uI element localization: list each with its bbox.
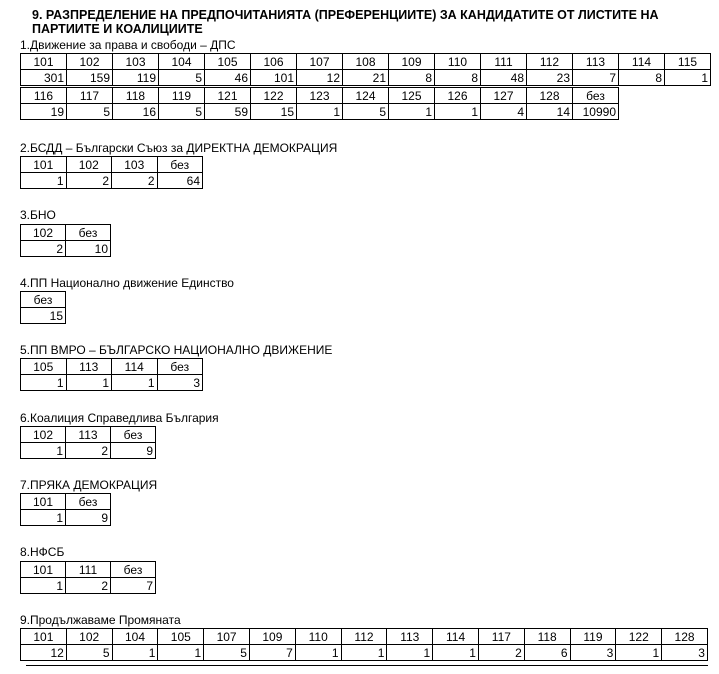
candidate-number-row — [21, 225, 111, 241]
candidate-number-cell: 106 — [251, 54, 297, 70]
candidate-number-cell: 101 — [21, 562, 66, 578]
preference-count-cell: 8 — [435, 70, 481, 86]
candidate-number-cell: 123 — [297, 88, 343, 104]
preference-count-cell: 1 — [665, 70, 711, 86]
candidate-number-row — [21, 54, 711, 70]
candidate-number-cell: 101 — [21, 629, 67, 645]
candidate-number-cell: 102 — [66, 629, 112, 645]
preference-count-cell: 23 — [527, 70, 573, 86]
party-name: 6.Коалиция Справедлива България — [20, 411, 219, 425]
preference-count-cell: 5 — [67, 104, 113, 120]
candidate-number-cell: без — [573, 88, 619, 104]
party-name: 8.НФСБ — [20, 545, 65, 559]
preference-table — [20, 358, 203, 391]
candidate-number-cell: 117 — [67, 88, 113, 104]
preference-count-cell: 5 — [159, 104, 205, 120]
candidate-number-cell: 111 — [481, 54, 527, 70]
candidate-number-cell: 113 — [573, 54, 619, 70]
candidate-number-cell: 113 — [66, 427, 111, 443]
candidate-number-cell: 104 — [112, 629, 158, 645]
candidate-number-cell: 102 — [21, 427, 66, 443]
preference-count-cell: 16 — [113, 104, 159, 120]
preference-count-row — [21, 173, 203, 189]
candidate-number-cell: 122 — [251, 88, 297, 104]
preference-count-cell: 5 — [159, 70, 205, 86]
preference-count-row — [21, 308, 66, 324]
preference-count-cell: 1 — [66, 375, 112, 391]
preference-count-cell: 1 — [112, 375, 158, 391]
candidate-number-cell: 114 — [619, 54, 665, 70]
preference-count-cell: 1 — [389, 104, 435, 120]
party-name: 1.Движение за права и свободи – ДПС — [20, 38, 236, 52]
preference-count-cell: 14 — [527, 104, 573, 120]
preference-count-cell: 21 — [343, 70, 389, 86]
preference-count-row — [21, 104, 619, 120]
candidate-number-cell: 127 — [481, 88, 527, 104]
preference-count-cell: 3 — [662, 645, 708, 661]
preference-count-cell: 46 — [205, 70, 251, 86]
preference-count-row — [21, 70, 711, 86]
preference-count-cell: 7 — [111, 578, 156, 594]
preference-table — [20, 426, 156, 459]
candidate-number-cell: без — [111, 562, 156, 578]
candidate-number-cell: 105 — [158, 629, 204, 645]
preference-count-cell: 10 — [66, 241, 111, 257]
candidate-number-cell: 114 — [112, 359, 158, 375]
preference-count-cell: 7 — [573, 70, 619, 86]
candidate-number-cell: 124 — [343, 88, 389, 104]
preference-count-cell: 1 — [295, 645, 341, 661]
candidate-number-cell: 111 — [66, 562, 111, 578]
preference-count-cell: 10990 — [573, 104, 619, 120]
candidate-number-cell: 102 — [66, 157, 112, 173]
preference-table — [20, 87, 619, 120]
party-name: 4.ПП Национално движение Единство — [20, 276, 234, 290]
candidate-number-cell: 103 — [113, 54, 159, 70]
candidate-number-cell: без — [111, 427, 156, 443]
preference-count-cell: 2 — [66, 443, 111, 459]
candidate-number-cell: без — [66, 225, 111, 241]
preference-count-cell: 5 — [66, 645, 112, 661]
preference-count-cell: 1 — [435, 104, 481, 120]
preference-count-cell: 9 — [66, 510, 111, 526]
page-title: 9. РАЗПРЕДЕЛЕНИЕ НА ПРЕДПОЧИТАНИЯТА (ПРЕФЕРЕНЦИИТЕ) ЗА КАНДИДАТИТЕ ОТ ЛИСТИТЕ НА ПАРТИИТЕ И КОАЛИЦИИТЕ — [32, 8, 659, 36]
candidate-number-cell: 105 — [205, 54, 251, 70]
preference-count-cell: 3 — [157, 375, 203, 391]
preference-count-cell: 9 — [111, 443, 156, 459]
candidate-number-cell: 128 — [662, 629, 708, 645]
preference-count-cell: 2 — [112, 173, 158, 189]
candidate-number-cell: 128 — [527, 88, 573, 104]
candidate-number-row — [21, 562, 156, 578]
preference-count-cell: 159 — [67, 70, 113, 86]
candidate-number-cell: 110 — [295, 629, 341, 645]
preference-count-row — [21, 443, 156, 459]
preference-table — [20, 561, 156, 594]
preference-count-cell: 301 — [21, 70, 67, 86]
candidate-number-cell: 115 — [665, 54, 711, 70]
candidate-number-cell: 107 — [297, 54, 343, 70]
preference-count-cell: 1 — [21, 578, 66, 594]
party-name: 5.ПП ВМРО – БЪЛГАРСКО НАЦИОНАЛНО ДВИЖЕНИЕ — [20, 343, 333, 357]
candidate-number-cell: 126 — [435, 88, 481, 104]
candidate-number-cell: без — [157, 157, 203, 173]
bottom-divider — [26, 665, 708, 666]
preference-count-cell: 3 — [570, 645, 616, 661]
candidate-number-cell: 107 — [204, 629, 250, 645]
candidate-number-cell: 113 — [387, 629, 433, 645]
candidate-number-cell: без — [66, 494, 111, 510]
preference-count-cell: 7 — [249, 645, 295, 661]
preference-count-row — [21, 375, 203, 391]
preference-count-cell: 1 — [616, 645, 662, 661]
candidate-number-cell: без — [21, 292, 66, 308]
preference-count-cell: 119 — [113, 70, 159, 86]
preference-table — [20, 224, 111, 257]
preference-count-cell: 2 — [21, 241, 66, 257]
preference-count-cell: 48 — [481, 70, 527, 86]
candidate-number-cell: 113 — [66, 359, 112, 375]
preference-count-cell: 8 — [619, 70, 665, 86]
candidate-number-cell: 122 — [616, 629, 662, 645]
candidate-number-cell: 104 — [159, 54, 205, 70]
candidate-number-cell: 109 — [249, 629, 295, 645]
preference-count-cell: 12 — [21, 645, 67, 661]
candidate-number-cell: 118 — [113, 88, 159, 104]
candidate-number-cell: 101 — [21, 494, 66, 510]
preference-count-cell: 12 — [297, 70, 343, 86]
candidate-number-cell: 119 — [570, 629, 616, 645]
candidate-number-row — [21, 629, 708, 645]
candidate-number-row — [21, 88, 619, 104]
preference-count-cell: 4 — [481, 104, 527, 120]
candidate-number-cell: 103 — [112, 157, 158, 173]
preference-count-cell: 15 — [251, 104, 297, 120]
candidate-number-cell: 102 — [21, 225, 66, 241]
preference-count-cell: 5 — [204, 645, 250, 661]
preference-count-cell: 5 — [343, 104, 389, 120]
preference-table — [20, 291, 66, 324]
candidate-number-row — [21, 292, 66, 308]
preference-count-cell: 1 — [21, 375, 67, 391]
preference-table — [20, 628, 708, 661]
preference-count-cell: 59 — [205, 104, 251, 120]
preference-count-cell: 8 — [389, 70, 435, 86]
candidate-number-cell: 116 — [21, 88, 67, 104]
preference-count-row — [21, 510, 111, 526]
party-name: 7.ПРЯКА ДЕМОКРАЦИЯ — [20, 478, 158, 492]
candidate-number-cell: 101 — [21, 157, 67, 173]
candidate-number-cell: 112 — [527, 54, 573, 70]
candidate-number-row — [21, 427, 156, 443]
preference-table — [20, 53, 711, 86]
preference-count-cell: 15 — [21, 308, 66, 324]
preference-count-cell: 2 — [478, 645, 524, 661]
candidate-number-cell: 110 — [435, 54, 481, 70]
candidate-number-row — [21, 494, 111, 510]
preference-count-cell: 1 — [21, 510, 66, 526]
preference-count-cell: 6 — [524, 645, 570, 661]
preference-count-cell: 19 — [21, 104, 67, 120]
candidate-number-row — [21, 359, 203, 375]
party-name: 2.БСДД – Български Съюз за ДИРЕКТНА ДЕМОКРАЦИЯ — [20, 141, 338, 155]
preference-count-row — [21, 645, 708, 661]
preference-count-cell: 2 — [66, 173, 112, 189]
candidate-number-cell: 102 — [67, 54, 113, 70]
preference-count-cell: 1 — [297, 104, 343, 120]
party-name: 9.Продължаваме Промяната — [20, 613, 181, 627]
candidate-number-cell: 105 — [21, 359, 67, 375]
preference-table — [20, 156, 203, 189]
candidate-number-row — [21, 157, 203, 173]
candidate-number-cell: 109 — [389, 54, 435, 70]
preference-count-cell: 2 — [66, 578, 111, 594]
preference-count-row — [21, 578, 156, 594]
candidate-number-cell: 125 — [389, 88, 435, 104]
candidate-number-cell: 112 — [341, 629, 387, 645]
preference-count-cell: 64 — [157, 173, 203, 189]
preference-count-cell: 101 — [251, 70, 297, 86]
candidate-number-cell: 118 — [524, 629, 570, 645]
preference-count-cell: 1 — [158, 645, 204, 661]
preference-count-cell: 1 — [21, 443, 66, 459]
candidate-number-cell: 117 — [478, 629, 524, 645]
candidate-number-cell: без — [157, 359, 203, 375]
preference-count-cell: 1 — [341, 645, 387, 661]
candidate-number-cell: 114 — [433, 629, 479, 645]
preference-count-row — [21, 241, 111, 257]
candidate-number-cell: 119 — [159, 88, 205, 104]
preference-count-cell: 1 — [387, 645, 433, 661]
preference-count-cell: 1 — [21, 173, 67, 189]
party-name: 3.БНО — [20, 208, 56, 222]
preference-table — [20, 493, 111, 526]
candidate-number-cell: 108 — [343, 54, 389, 70]
preference-count-cell: 1 — [112, 645, 158, 661]
preference-count-cell: 1 — [433, 645, 479, 661]
candidate-number-cell: 101 — [21, 54, 67, 70]
candidate-number-cell: 121 — [205, 88, 251, 104]
